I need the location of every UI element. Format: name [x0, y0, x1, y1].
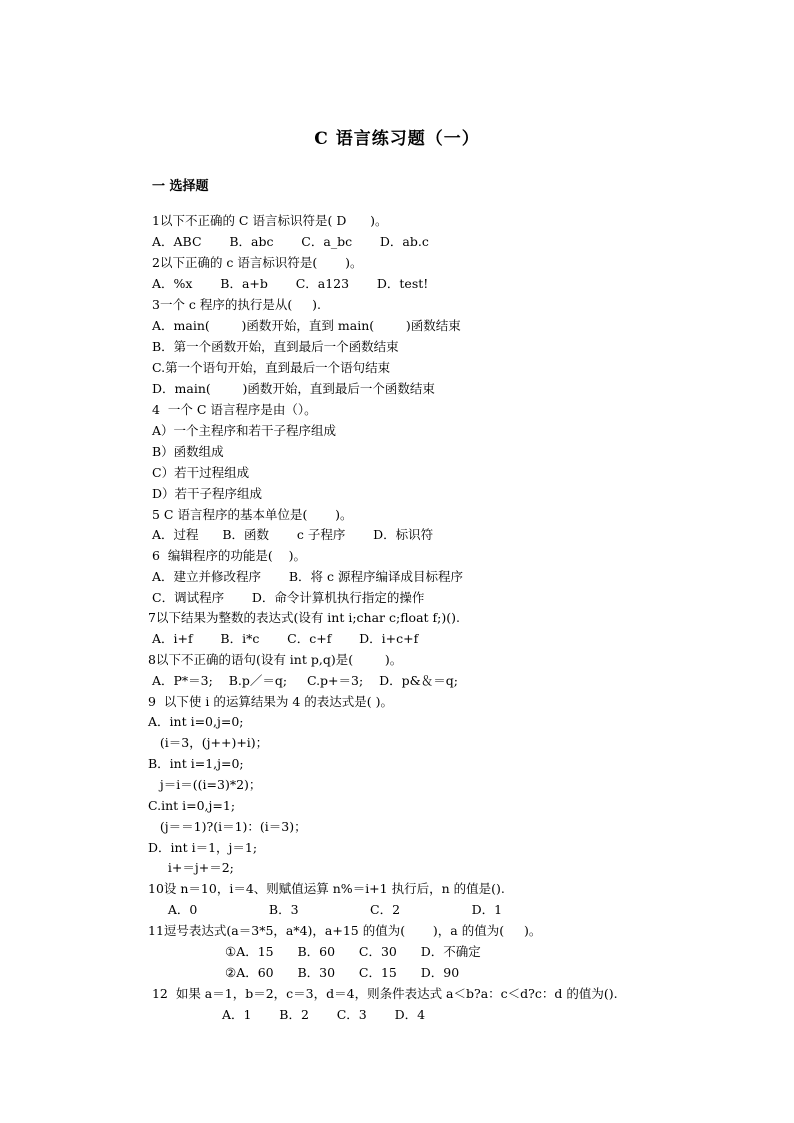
text-line: C.第一个语句开始，直到最后一个语句结束 [152, 360, 391, 375]
text-line: D．int i＝1，j＝1; [148, 840, 258, 855]
text-line: A．0 B．3 C．2 D．1 [152, 902, 503, 917]
text-line: j＝i＝((i=3)*2)； [148, 777, 262, 792]
text-line: 1以下不正确的 C 语言标识符是( D )。 [152, 213, 388, 228]
text-line: C）若干过程组成 [152, 465, 250, 480]
text-line: 3一个 c 程序的执行是从( ). [152, 297, 321, 312]
text-line: 4 一个 C 语言程序是由（）。 [152, 402, 317, 417]
text-line: C．调试程序 D．命令计算机执行指定的操作 [152, 590, 425, 605]
text-line: A．%x B．a+b C．a123 D．test! [152, 276, 429, 291]
text-line: D）若干子程序组成 [152, 486, 263, 501]
text-line: 7以下结果为整数的表达式(设有 int i;char c;float f;)(). [148, 610, 460, 625]
text-line: 2以下正确的 c 语言标识符是( )。 [152, 255, 363, 270]
text-line: A．建立并修改程序 B．将 c 源程序编译成目标程序 [152, 569, 463, 584]
text-line: (j＝＝1)?(i＝1)：(i＝3)； [148, 819, 307, 834]
text-line: ①A．15 B．60 C．30 D．不确定 [225, 944, 481, 959]
text-line: A．1 B．2 C．3 D．4 [222, 1007, 426, 1022]
text-line: C.int i=0,j=1; [148, 798, 236, 813]
text-line: A．过程 B．函数 c 子程序 D．标识符 [152, 527, 434, 542]
text-line: ②A．60 B．30 C．15 D．90 [225, 965, 460, 980]
text-line: A．int i=0,j=0; [148, 714, 244, 729]
text-line: 12 如果 a＝1，b＝2，c＝3，d＝4，则条件表达式 a＜b?a：c＜d?c：d 的值为(). [148, 986, 618, 1001]
text-line: B．int i=1,j=0; [148, 756, 244, 771]
text-line: A．ABC B．abc C．a_bc D．ab.c [152, 234, 429, 249]
text-line: 11逗号表达式(a＝3*5，a*4)，a+15 的值为( )，a 的值为( )。 [148, 923, 542, 938]
text-line: 5 C 语言程序的基本单位是( )。 [152, 507, 353, 522]
text-line: 10设 n＝10，i＝4、则赋值运算 n%＝i+1 执行后，n 的值是(). [148, 881, 505, 896]
text-line: A．i+f B．i*c C．c+f D．i+c+f [148, 631, 419, 646]
text-line: A．P*＝3; B.p／＝q; C.p+＝3; D．p&＆＝q; [148, 673, 458, 688]
text-line: i+＝j+＝2; [148, 860, 234, 875]
text-line: A．main( )函数开始，直到 main( )函数结束 [152, 318, 461, 333]
text-line: 9 以下使 i 的运算结果为 4 的表达式是( )。 [148, 694, 393, 709]
text-line: B．第一个函数开始，直到最后一个函数结束 [152, 339, 399, 354]
section-heading: 一 选择题 [152, 179, 209, 194]
document-title: C 语言练习题（一） [314, 129, 480, 149]
text-line: (i＝3，(j++)+i)； [148, 735, 269, 750]
text-line: B）函数组成 [152, 444, 224, 459]
text-line: A）一个主程序和若干子程序组成 [152, 423, 337, 438]
text-line: 8以下不正确的语句(设有 int p,q)是( )。 [148, 652, 403, 667]
text-line: 6 编辑程序的功能是( )。 [152, 548, 307, 563]
text-line: D．main( )函数开始，直到最后一个函数结束 [152, 381, 435, 396]
